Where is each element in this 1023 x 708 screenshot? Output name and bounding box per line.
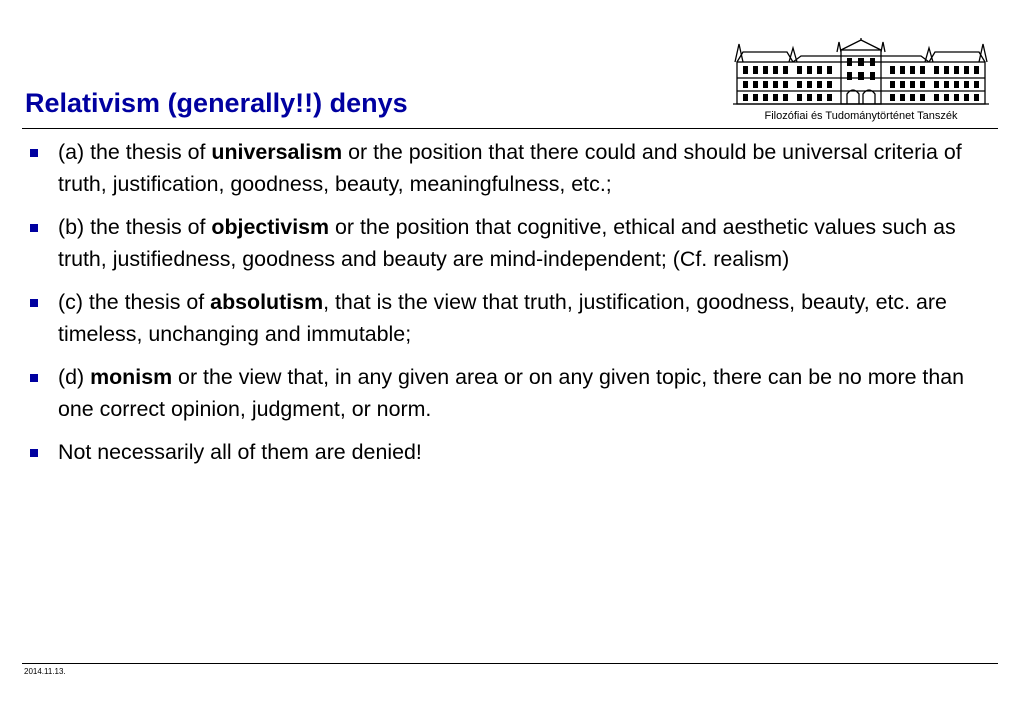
department-logo: [730, 38, 992, 130]
bullet-text: Not necessarily all of them are denied!: [58, 440, 422, 464]
bullet-square-icon: [30, 449, 38, 457]
bullet-item-absolutism: [28, 287, 1003, 350]
bullet-item-objectivism: [28, 212, 1003, 275]
bullet-square-icon: [30, 149, 38, 157]
bullet-text: (a) the thesis of universalism or the position that there could and should be universal criteria of truth, justification, goodness, beauty, meaningfulness, etc.;: [58, 140, 962, 196]
bullet-square-icon: [30, 299, 38, 307]
bullet-item-universalism: [28, 137, 1003, 200]
bullet-text: (d) monism or the view that, in any given area or on any given topic, there can be no more than one correct opinion, judgment, or norm.: [58, 365, 965, 421]
bullet-keyword: universalism: [211, 140, 343, 164]
footer-date: 2014.11.13.: [24, 667, 66, 676]
bullet-square-icon: [30, 374, 38, 382]
university-building-logo: [733, 38, 989, 106]
bullet-square-icon: [30, 224, 38, 232]
bullet-list: [28, 137, 1003, 481]
bullet-keyword: absolutism: [210, 290, 324, 314]
department-name: Filozófiai és Tudománytörténet Tanszék: [764, 110, 958, 122]
footer-divider: [22, 663, 998, 664]
bullet-keyword: monism: [90, 365, 173, 389]
bullet-text: (c) the thesis of absolutism, that is the view that truth, justification, goodness, beauty, etc. are timeless, unchanging and immutable;: [58, 290, 947, 346]
bullet-item-conclusion: [28, 437, 1003, 469]
bullet-keyword: objectivism: [211, 215, 330, 239]
bullet-item-monism: [28, 362, 1003, 425]
title-divider: [22, 128, 998, 129]
bullet-text: (b) the thesis of objectivism or the position that cognitive, ethical and aesthetic values such as truth, justifiedness, goodness and beauty are mind-independent; (Cf. realism): [58, 215, 956, 271]
slide-title: Relativism (generally!!) denys: [25, 88, 408, 118]
